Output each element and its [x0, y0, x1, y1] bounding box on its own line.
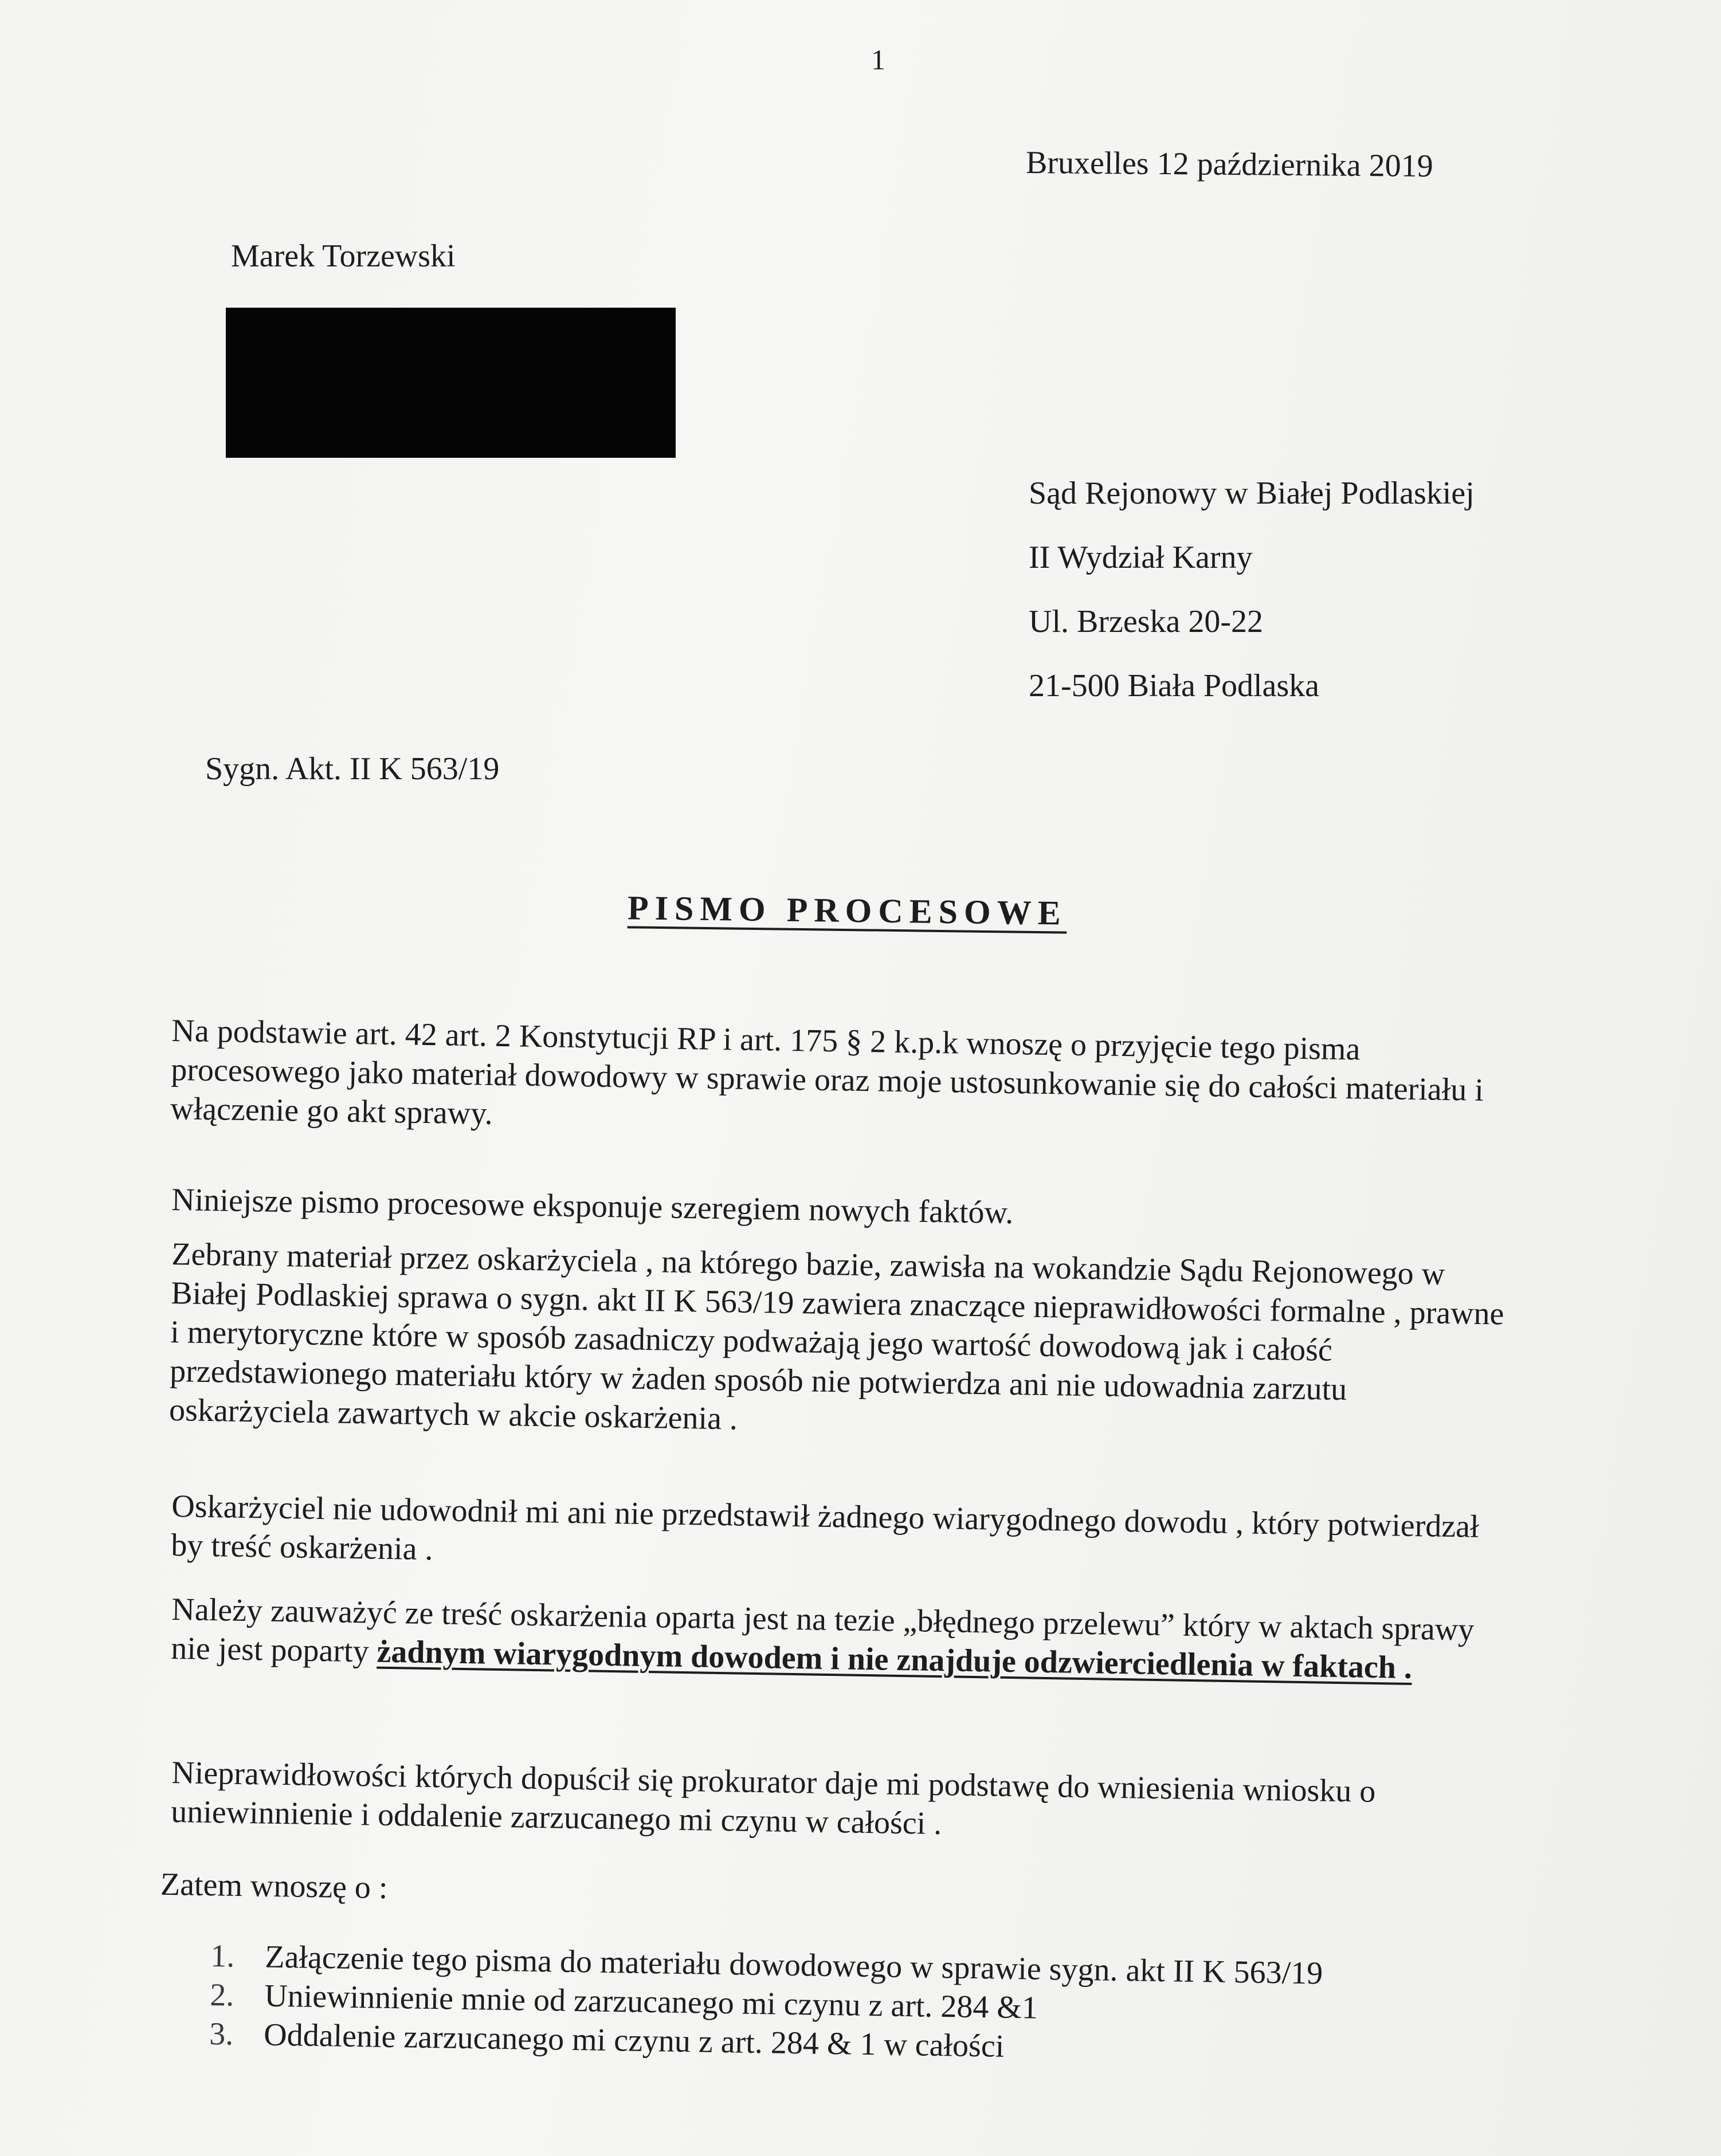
list-item-number: 3. — [209, 2016, 234, 2052]
paragraph-text: Nieprawidłowości których dopuścił się prokurator daje mi podstawę do wniesienia wniosku o uniewinnienie i oddalenie zarzucanego mi czynu w całości . — [170, 1754, 1376, 1842]
list-item-text: Uniewinnienie mnie od zarzucanego mi czynu z art. 284 &1 — [264, 1978, 1038, 2026]
paragraph-text: Na podstawie art. 42 art. 2 Konstytucji RP i art. 175 § 2 k.p.k wnoszę o przyjęcie tego pisma procesowego jako materiał dowodowy w sprawie oraz moje ustosunkowanie się do całości materiału i włączenie go akt sprawy. — [170, 1012, 1484, 1132]
case-signature: Sygn. Akt. II K 563/19 — [205, 751, 500, 787]
redacted-address-block — [226, 308, 676, 458]
recipient-line-city: 21-500 Biała Podlaska — [1029, 668, 1320, 704]
list-item-text: Oddalenie zarzucanego mi czynu z art. 284 & 1 w całości — [263, 2017, 1005, 2064]
emphasized-text: żadnym wiarygodnym dowodem i nie znajduje odzwierciedlenia w faktach . — [377, 1633, 1413, 1686]
recipient-address — [1029, 461, 1475, 718]
paragraph-text — [171, 1590, 1507, 1689]
document-title: PISMO PROCESOWE — [627, 889, 1068, 932]
requests-intro: Zatem wnoszę o : — [160, 1866, 389, 1906]
recipient-line-court: Sąd Rejonowy w Białej Podlaskiej — [1029, 476, 1475, 511]
paragraph-text: Oskarżyciel nie udowodnił mi ani nie przedstawił żadnego wiarygodnego dowodu , który potwierdzał by treść oskarżenia . — [170, 1488, 1480, 1568]
paragraph-new-facts — [171, 1180, 1507, 1240]
page-number: 1 — [871, 44, 885, 76]
list-item-number: 2. — [209, 1977, 234, 2013]
paragraph-no-proof — [171, 1487, 1507, 1586]
sender-name: Marek Torzewski — [231, 238, 456, 274]
paragraph-text: Zebrany materiał przez oskarżyciela , na którego bazie, zawisła na wokandzie Sądu Rejonowego w Białej Podlaskiej sprawa o sygn. akt II K 563/19 zawiera znaczące nieprawidłowości formalne , prawne i merytoryczne które w sposób zasadniczy podważają jego wartość dowodową jak i całość przedstawionego materiału który w żaden sposób nie potwierdza ani nie udowadnia zarzutu oskarżyciela zawartych w akcie oskarżenia . — [168, 1236, 1504, 1437]
paragraph-evidence-irregularities — [169, 1235, 1507, 1451]
requests-list — [209, 1937, 1323, 2071]
paragraph-legal-basis — [170, 1011, 1507, 1149]
list-item-text: Załączenie tego pisma do materiału dowodowego w sprawie sygn. akt II K 563/19 — [264, 1939, 1323, 1992]
paragraph-wrong-transfer-thesis — [171, 1590, 1507, 1689]
paragraph-motion-basis — [171, 1753, 1507, 1852]
recipient-line-street: Ul. Brzeska 20-22 — [1029, 604, 1264, 639]
paragraph-text: Niniejsze pismo procesowe eksponuje szeregiem nowych faktów. — [171, 1181, 1014, 1231]
date-line: Bruxelles 12 października 2019 — [1025, 144, 1433, 184]
list-item-number: 1. — [210, 1938, 235, 1974]
paragraph-text-start: Należy zauważyć ze treść oskarżenia oparta jest na tezie „błędnego przelewu” który w aktach sprawy nie jest poparty — [170, 1591, 1475, 1670]
recipient-line-division: II Wydział Karny — [1029, 540, 1253, 575]
